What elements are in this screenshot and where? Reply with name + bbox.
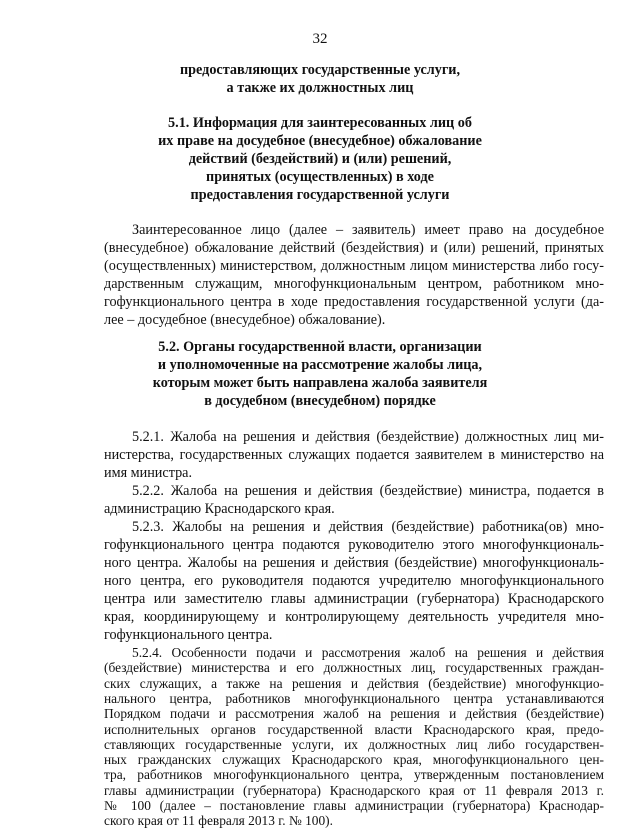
section-5-1-title-line: их праве на досудебное (внесудебное) обжалование [158,133,482,149]
heading-tail-line: предоставляющих государственные услуги, [179,62,461,78]
section-5-1-title-line: принятых (осуществленных) в ходе [206,169,434,185]
body-line: 5.2.1. Жалоба на решения и действия (бездействие) должностных лиц ми- [132,429,604,445]
body-line: ных гражданских служащих Краснодарского края, многофункционального цен- [104,752,604,768]
body-line: (внесудебное) обжалование действий (бездействия) и (или) решений, принятых [104,240,604,256]
section-5-2-title-line: и уполномоченные на рассмотрение жалобы лица, [157,357,483,373]
body-line: (осуществленных) министерством, должностным лицом министерства либо госу- [104,258,604,274]
section-5-1-title-line: 5.1. Информация для заинтересованных лиц об [168,115,472,131]
body-line: тра, работников многофункционального центра, утвержденным постановлением [104,767,604,783]
body-line: ставляющих государственные услуги, их должностных лиц либо государствен- [104,736,604,752]
heading-tail-line: а также их должностных лиц [226,80,414,96]
body-line: исполнительных органов государственной власти Краснодарского края, предо- [104,721,604,737]
body-line: (бездействие) министерства и его должностных лиц, государственных граждан- [104,660,604,676]
body-line: гофункционального центра. [104,627,273,643]
body-line: № 100 (далее – постановление главы администрации (губернатора) Краснодар- [104,798,604,813]
body-line: ного центра. Жалобы на решения и действия (бездействие) многофункциональ- [104,555,604,571]
body-line: Заинтересованное лицо (далее – заявитель) имеет право на досудебное [132,222,604,238]
section-5-1-title-line: действий (бездействий) и (или) решений, [188,151,452,167]
body-line: 5.2.3. Жалобы на решения и действия (бездействие) работника(ов) мно- [132,519,604,535]
body-line: имя министра. [104,465,193,481]
body-line: нального центра, работников многофункционального центра устанавливаются [104,690,604,706]
section-5-2-title-line: 5.2. Органы государственной власти, организации [158,339,482,355]
body-line: дарственным служащим, многофункциональным центром, работником мно- [104,276,604,292]
body-line: гофункционального центра в ходе предоставления государственной услуги (да- [104,294,604,310]
body-line: края, координирующему и контролирующему деятельность учредителя мно- [104,609,604,625]
body-line: главы администрации (губернатора) Краснодарского края от 11 февраля 2013 г. [104,782,604,798]
section-5-2-title-line: в досудебном (внесудебном) порядке [204,393,436,409]
page-number: 32 [312,31,328,47]
body-line: Порядком подачи и рассмотрения жалоб на решения и действия (бездействие) [104,706,604,722]
section-5-2-title-line: которым может быть направлена жалоба заявителя [152,375,488,391]
body-line: ских служащих, а также на решения и действия (бездействие) многофункцио- [104,675,604,691]
body-line: нистерства, государственных служащих подается заявителем в министерство на [104,447,604,463]
section-5-1-title-line: предоставления государственной услуги [190,187,450,203]
body-line: гофункционального центра подаются руководителю этого многофункциональ- [104,537,604,553]
body-line: ского края от 11 февраля 2013 г. № 100). [104,813,333,829]
body-line: центра или заместителю главы администрации (губернатора) Краснодарского [104,591,604,607]
body-line: администрацию Краснодарского края. [104,501,335,517]
body-line: ного центра, его руководителя подаются учредителю многофункционального [104,573,604,589]
body-line: 5.2.4. Особенности подачи и рассмотрения жалоб на решения и действия [132,645,604,660]
body-line: 5.2.2. Жалоба на решения и действия (бездействие) министра, подается в [132,483,604,499]
body-line: лее – досудебное (внесудебное) обжалование). [104,312,386,328]
